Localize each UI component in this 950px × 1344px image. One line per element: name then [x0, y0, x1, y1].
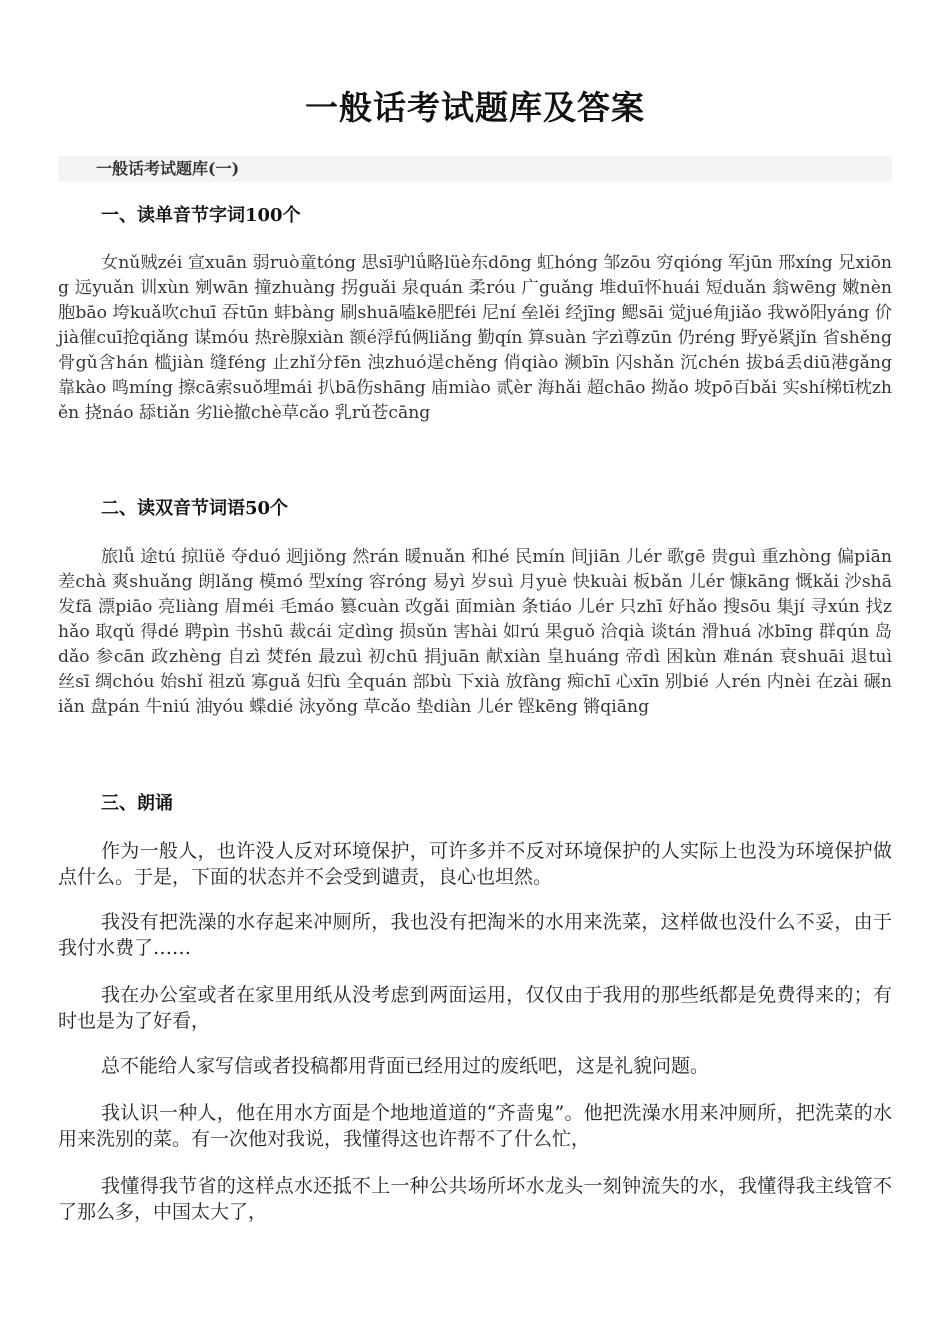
section-heading-double-syllable: 二、读双音节词语50个: [101, 498, 289, 519]
document-title: 一般话考试题库及答案: [305, 88, 645, 127]
double-syllable-word-list: 旅lǚ 途tú 掠lüě 夺duó 迥jiǒng 然rán 暖nuǎn 和hé 民mín 间jiān 儿ér 歌gē 贵guì 重zhòng 偏piān 差chà 爽shuǎng 朗lǎng 模mó 型xíng 容róng 易yì 岁suì 月yuè 快kuài 板bǎn 儿ér 慷kāng 慨kǎi 沙shā 发fā 漂piāo 亮liàng 眉méi 毛máo 篡cuàn 改gǎi 面miàn 条tiáo 儿ér 只zhī 好hǎo 搜sōu 集jí 寻xún 找zhǎo 取qǔ 得dé 聘pìn 书shū 裁cái 定dìng 损sǔn 害hài 如rú 果guǒ 洽qià 谈tán 滑huá 冰bīng 群qún 岛dǎo 参cān 政zhèng 自zì 焚fén 最zuì 初chū 捐juān 献xiàn 皇huáng 帝dì 困kùn 难nán 衰shuāi 退tuì 丝sī 绸chóu 始shǐ 祖zǔ 寡guǎ 妇fù 全quán 部bù 下xià 放fàng 痴chī 心xīn 别bié 人rén 内nèi 在zài 碾niǎn 盘pán 牛niú 油yóu 蝶dié 泳yǒng 草cǎo 垫diàn 儿ér 铿kēng 锵qiāng: [58, 547, 892, 717]
recitation-paragraph: 作为一般人，也许没人反对环境保护，可许多并不反对环境保护的人实际上也没为环境保护做点什么。于是，下面的状态并不会受到谴责，良心也坦然。: [58, 840, 892, 888]
recitation-paragraph: 我认识一种人，他在用水方面是个地地道道的“齐啬鬼”。他把洗澡水用来冲厕所，把洗菜的水用来洗别的菜。有一次他对我说，我懂得这也许帮不了什么忙，: [58, 1102, 892, 1150]
section-heading-single-syllable: 一、读单音节字词100个: [101, 205, 301, 226]
recitation-paragraph: 总不能给人家写信或者投稿都用背面已经用过的废纸吧，这是礼貌问题。: [101, 1055, 710, 1077]
section-heading-recitation: 三、朗诵: [101, 793, 173, 814]
document-subtitle: 一般话考试题库(一): [96, 159, 240, 178]
single-syllable-word-list: 女nǔ贼zéi 宣xuān 弱ruò童tóng 思sī驴lǘ略lüè东dōng 虹hóng 邹zōu 穷qióng 军jūn 邢xíng 兄xiōng 远yuǎn 训xùn 剜wān 撞zhuàng 拐guǎi 泉quán 柔róu 广guǎng 堆duī怀huái 短duǎn 翁wēng 嫩nèn 胞bāo 垮kuǎ吹chuī 吞tūn 蚌bàng 刷shuā嗑kē肥féi 尼ní 垒lěi 经jīng 鳃sāi 觉jué角jiǎo 我wǒ阳yáng 价jià催cuī抢qiǎng 谋móu 热rè腺xiàn 额é浮fú俩liǎng 勤qín 算suàn 字zì尊zūn 仍réng 野yě紧jǐn 省shěng 骨gǔ含hán 槛jiàn 缝féng 止zhǐ分fēn 浊zhuó逞chěng 俏qiào 濒bīn 闪shǎn 沉chén 拔bá丢diū港gǎng 靠kào 鸣míng 擦cā索suǒ埋mái 扒bā伤shāng 庙miào 贰èr 海hǎi 超chāo 拗ǎo 坡pō百bǎi 实shí梯tī枕zhěn 挠náo 舔tiǎn 劣liè撤chè草cǎo 乳rǔ苍cāng: [58, 253, 892, 423]
recitation-paragraph: 我懂得我节省的这样点水还抵不上一种公共场所坏水龙头一刻钟流失的水，我懂得我主线管不了那么多，中国太大了，: [58, 1175, 892, 1223]
recitation-paragraph: 我没有把洗澡的水存起来冲厕所，我也没有把淘米的水用来洗菜，这样做也没什么不妥，由于我付水费了……: [58, 911, 892, 959]
recitation-paragraph: 我在办公室或者在家里用纸从没考虑到两面运用，仅仅由于我用的那些纸都是免费得来的；有时也是为了好看，: [58, 984, 892, 1032]
